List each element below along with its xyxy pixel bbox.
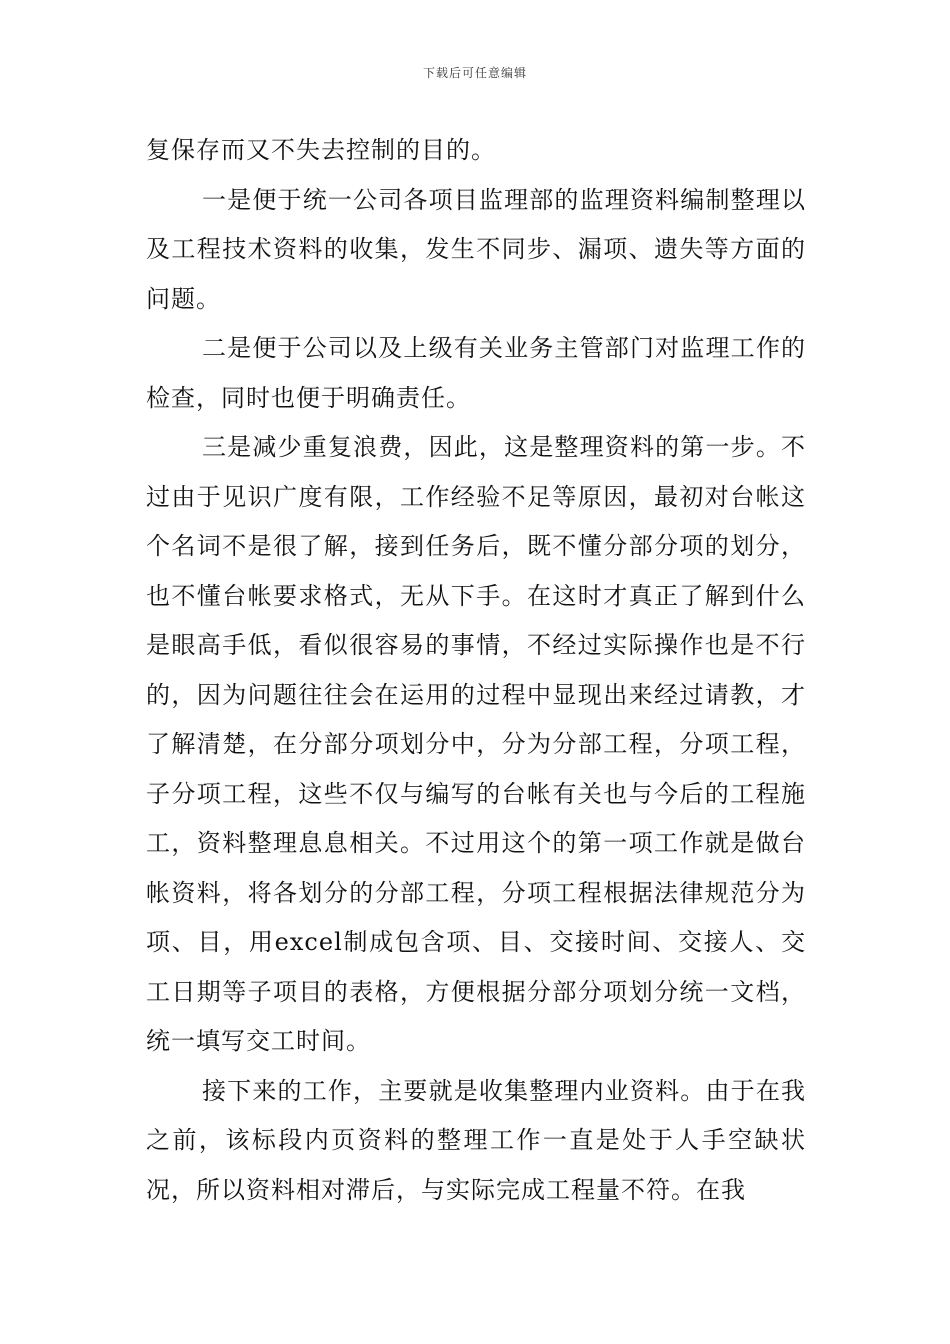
paragraph-3: 二是便于公司以及上级有关业务主管部门对监理工作的检查，同时也便于明确责任。 [146, 334, 806, 412]
paragraph-5: 接下来的工作，主要就是收集整理内业资料。由于在我之前，该标段内页资料的整理工作一直是处于人手空缺状况，所以资料相对滞后，与实际完成工程量不符。在我 [146, 1076, 806, 1204]
paragraph-4: 三是减少重复浪费，因此，这是整理资料的第一步。不过由于见识广度有限，工作经验不足等原因，最初对台帐这个名词不是很了解，接到任务后，既不懂分部分项的划分，也不懂台帐要求格式，无从下手。在这时才真正了解到什么是眼高手低，看似很容易的事情，不经过实际操作也是不行的，因为问题往往会在运用的过程中显现出来经过请教，才了解清楚，在分部分项划分中，分为分部工程，分项工程，子分项工程，这些不仅与编写的台帐有关也与今后的工程施工，资料整理息息相关。不过用这个的第一项工作就是做台帐资料，将各划分的分部工程，分项工程根据法律规范分为项、目，用excel制成包含项、目、交接时间、交接人、交工日期等子项目的表格，方便根据分部分项划分统一文档，统一填写交工时间。 [146, 433, 806, 1055]
paragraph-1: 复保存而又不失去控制的目的。 [146, 136, 496, 164]
paragraph-2: 一是便于统一公司各项目监理部的监理资料编制整理以及工程技术资料的收集，发生不同步、漏项、遗失等方面的问题。 [146, 185, 806, 313]
page-header-note: 下载后可任意编辑 [422, 66, 527, 80]
document-body [146, 126, 806, 1215]
